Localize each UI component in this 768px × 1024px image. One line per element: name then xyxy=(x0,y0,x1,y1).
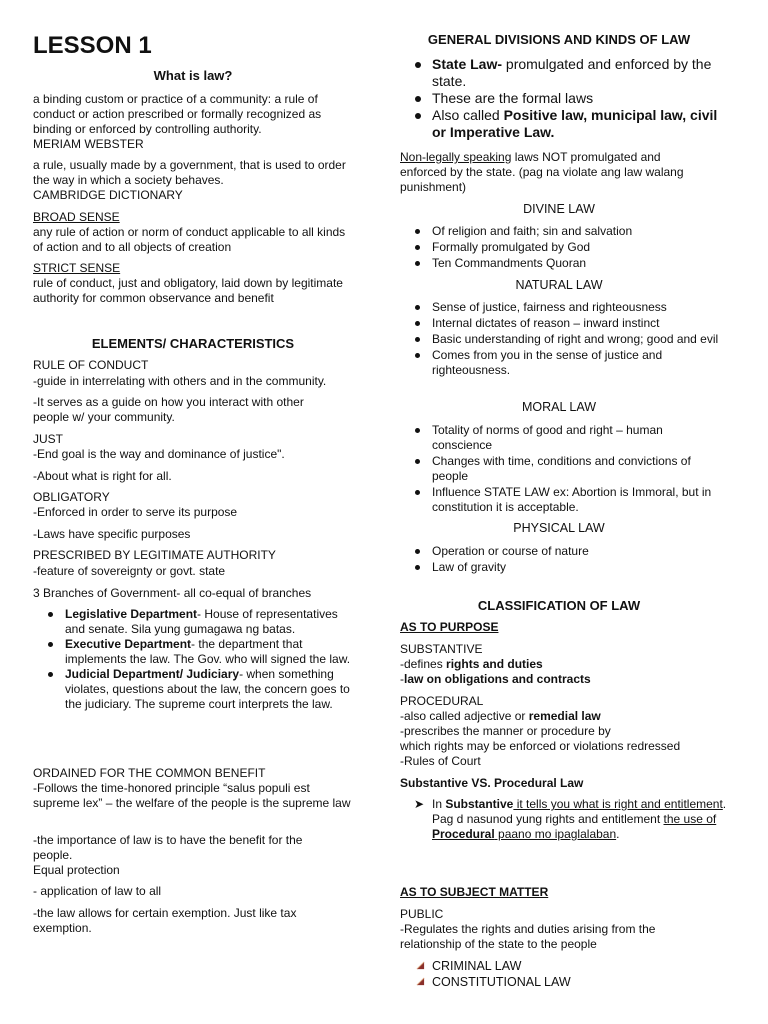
pointer-bullet-icon xyxy=(416,961,425,970)
procedural-2: -prescribes the manner or procedure by xyxy=(400,724,611,738)
definition-cambridge: a rule, usually made by a government, that is used to order the way in which a society behaves. xyxy=(33,158,346,187)
as-to-purpose-heading: AS TO PURPOSE xyxy=(400,620,499,634)
list-item: Basic understanding of right and wrong; good and evil xyxy=(400,332,720,347)
elements-heading: ELEMENTS/ CHARACTERISTICS xyxy=(91,336,295,351)
physical-law-list xyxy=(400,544,720,575)
list-item: Operation or course of nature xyxy=(400,544,720,559)
divisions-heading: GENERAL DIVISIONS AND KINDS OF LAW xyxy=(427,32,691,47)
strict-sense-heading: STRICT SENSE xyxy=(33,261,121,275)
moral-law-heading: MORAL LAW xyxy=(521,400,597,414)
prescribed-1: -feature of sovereignty or govt. state xyxy=(33,564,226,578)
list-item: State Law- promulgated and enforced by the state. xyxy=(400,56,720,90)
procedural-1: -also called adjective or remedial law xyxy=(400,709,601,723)
public-heading: PUBLIC xyxy=(400,907,444,921)
public-law-list xyxy=(400,958,700,990)
substantive-1: -defines rights and duties xyxy=(400,657,543,671)
equal-protection: Equal protection xyxy=(33,863,120,877)
moral-law-list xyxy=(400,423,715,515)
procedural-4: -Rules of Court xyxy=(400,754,481,768)
application-of-law: - application of law to all xyxy=(33,884,162,898)
obligatory-heading: OBLIGATORY xyxy=(33,490,110,504)
state-law-list xyxy=(400,56,720,141)
arrow-bullet-icon: ➤ xyxy=(414,797,425,811)
source-cambridge: CAMBRIDGE DICTIONARY xyxy=(33,188,183,202)
list-item: Internal dictates of reason – inward instinct xyxy=(400,316,720,331)
list-item: Law of gravity xyxy=(400,560,720,575)
natural-law-heading: NATURAL LAW xyxy=(515,278,603,292)
broad-sense-heading: BROAD SENSE xyxy=(33,210,120,224)
list-item: Of religion and faith; sin and salvation xyxy=(400,224,720,239)
just-1: -End goal is the way and dominance of justice". xyxy=(33,447,285,461)
ordained-heading: ORDAINED FOR THE COMMON BENEFIT xyxy=(33,766,266,780)
list-item: Also called Positive law, municipal law, civil or Imperative Law. xyxy=(400,107,720,141)
non-legally-text: Non-legally speaking laws NOT promulgated and enforced by the state. (pag na violate ang law walang punishment) xyxy=(400,150,684,194)
prescribed-heading: PRESCRIBED BY LEGITIMATE AUTHORITY xyxy=(33,548,276,562)
substantive-2: -law on obligations and contracts xyxy=(400,672,591,686)
substantive-heading: SUBSTANTIVE xyxy=(400,642,483,656)
lesson-title: LESSON 1 xyxy=(33,32,152,59)
definition-webster: a binding custom or practice of a community: a rule of conduct or action prescribed or formally recognized as binding or enforced by controlling authority. xyxy=(33,92,322,136)
list-item: Judicial Department/ Judiciary- when something violates, questions about the law, the concern goes to the judiciary. The supreme court interprets the law. xyxy=(33,667,351,712)
obligatory-2: -Laws have specific purposes xyxy=(33,527,191,541)
just-2: -About what is right for all. xyxy=(33,469,172,483)
rule-of-conduct-heading: RULE OF CONDUCT xyxy=(33,358,149,372)
list-item: Totality of norms of good and right – human conscience xyxy=(400,423,715,453)
list-item: Formally promulgated by God xyxy=(400,240,720,255)
rule-of-conduct-1: -guide in interrelating with others and in the community. xyxy=(33,374,327,388)
what-is-law-heading: What is law? xyxy=(153,68,233,83)
just-heading: JUST xyxy=(33,432,63,446)
list-item: Influence STATE LAW ex: Abortion is Immoral, but in constitution it is acceptable. xyxy=(400,485,715,515)
public-1: -Regulates the rights and duties arising from the relationship of the state to the people xyxy=(400,922,656,951)
branches-list xyxy=(33,607,351,712)
divine-law-heading: DIVINE LAW xyxy=(523,202,595,216)
list-item: Ten Commandments Quoran xyxy=(400,256,720,271)
list-item: Legislative Department- House of representatives and senate. Sila yung gumagawa ng batas. xyxy=(33,607,351,637)
list-item: CONSTITUTIONAL LAW xyxy=(400,974,700,990)
list-item: Changes with time, conditions and convictions of people xyxy=(400,454,715,484)
ordained-1: -Follows the time-honored principle “salus populi est supreme lex” – the welfare of the people is the supreme law xyxy=(33,781,351,810)
procedural-heading: PROCEDURAL xyxy=(400,694,484,708)
substantive-vs-procedural-text: ➤ In Substantive it tells you what is right and entitlement. Pag d nasunod yung rights and entitlement the use of Procedural paano mo ipaglalaban. xyxy=(414,797,727,841)
rule-of-conduct-2: -It serves as a guide on how you interact with other people w/ your community. xyxy=(33,395,304,424)
pointer-bullet-icon xyxy=(416,977,425,986)
list-item: Executive Department- the department that implements the law. The Gov. who will signed the law. xyxy=(33,637,351,667)
list-item: These are the formal laws xyxy=(400,90,720,107)
substantive-vs-procedural-heading: Substantive VS. Procedural Law xyxy=(400,776,584,790)
obligatory-1: -Enforced in order to serve its purpose xyxy=(33,505,238,519)
list-item: Sense of justice, fairness and righteousness xyxy=(400,300,720,315)
broad-sense-text: any rule of action or norm of conduct applicable to all kinds of action and to all objects of creation xyxy=(33,225,346,254)
as-to-subject-matter-heading: AS TO SUBJECT MATTER xyxy=(400,885,549,899)
branches-intro: 3 Branches of Government- all co-equal of branches xyxy=(33,586,312,600)
exemption: -the law allows for certain exemption. Just like tax exemption. xyxy=(33,906,297,935)
right-column xyxy=(400,0,730,989)
physical-law-heading: PHYSICAL LAW xyxy=(513,521,605,535)
list-item: CRIMINAL LAW xyxy=(400,958,700,974)
ordained-2: -the importance of law is to have the benefit for the people. xyxy=(33,833,303,862)
classification-heading: CLASSIFICATION OF LAW xyxy=(477,598,641,613)
procedural-3: which rights may be enforced or violations redressed xyxy=(400,739,681,753)
source-webster: MERIAM WEBSTER xyxy=(33,137,144,151)
divine-law-list xyxy=(400,224,720,271)
natural-law-list xyxy=(400,300,720,378)
list-item: Comes from you in the sense of justice and righteousness. xyxy=(400,348,720,378)
strict-sense-text: rule of conduct, just and obligatory, laid down by legitimate authority for common observance and benefit xyxy=(33,276,343,305)
